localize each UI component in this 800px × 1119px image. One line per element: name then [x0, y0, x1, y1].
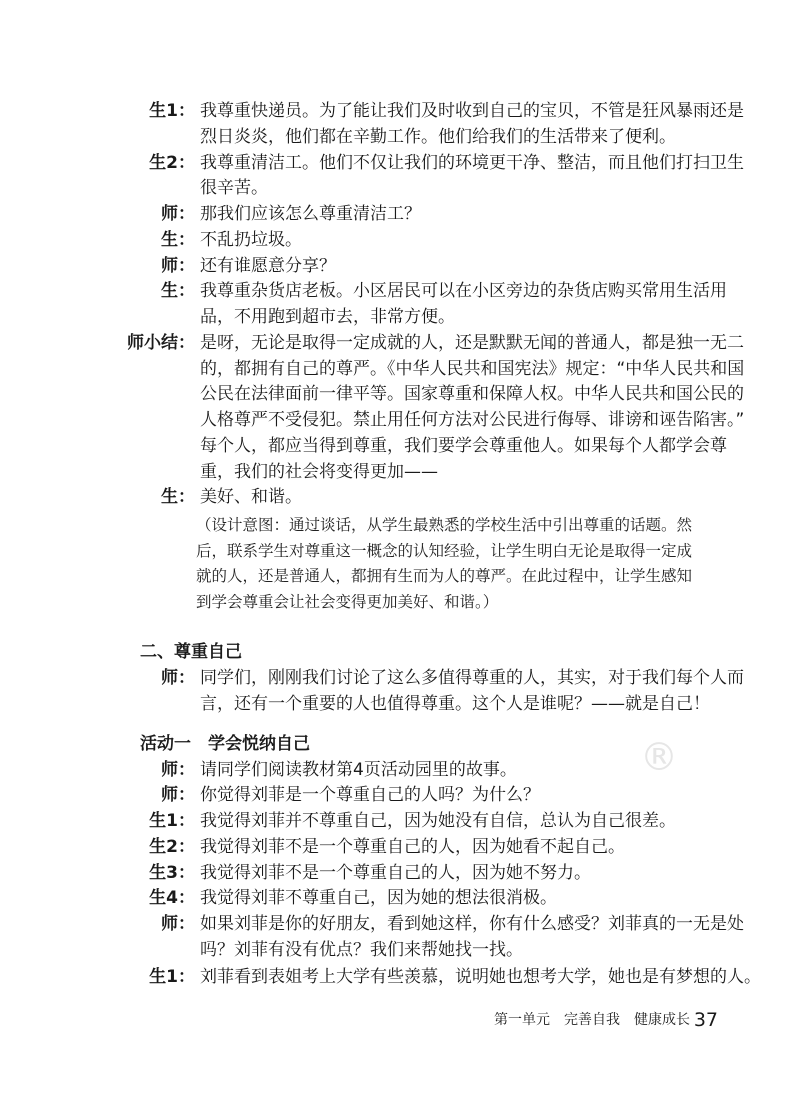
design-intent-line: 就的人，还是普通人，都拥有生而为人的尊严。在此过程中，让学生感知: [196, 567, 693, 585]
dialogue-text: 我尊重快递员。为了能让我们及时收到自己的宝贝，不管是狂风暴雨还是: [200, 101, 744, 121]
registered-watermark: ®: [640, 735, 678, 779]
speaker-label: 生3：: [149, 863, 195, 883]
dialogue-text: 我觉得刘菲不尊重自己，因为她的想法很消极。: [200, 888, 557, 908]
textbook-page: 生1： 我尊重快递员。为了能让我们及时收到自己的宝贝，不管是狂风暴雨还是 烈日炎炎，他们都在辛勤工作。他们给我们的生活带来了便利。 生2： 我尊重清洁工。他们不仅让我们的环境更干净、整洁，而且他们打扫卫生 很辛苦。 师： 那我们应该怎么尊重清洁工？ 生： 不乱扔垃圾。 师： 还有谁愿意分享？ 生： 我尊重杂货店老板。小区居民可以在小区旁边的杂货店购买常用生活用 品，不用跑到超市去，非常方便。 师小结： 是呀，无论是取得一定成就的人，还是默默无闻的普通人，都是独一无二 的，都拥有自己的尊严。《中华人民共和国宪法》规定：“中华人民共和国 公民在法律面前一律平等。国家尊重和保障人权。中华人民共和国公民的 人格尊严不受侵犯。禁止用任何方法对公民进行侮辱、诽谤和诬告陷害。” 每个人，都应当得到尊重，我们要学会尊重他人。如果每个人都学会尊 重，我们的社会将变得更加—— 生： 美好、和谐。 （设计意图：通过谈话，从学生最熟悉的学校生活中引出尊重的话题。然 后，联系学生对尊重这一概念的认知经验，让学生明白无论是取得一定成 就的人，还是普通人，都拥有生而为人的尊严。在此过程中，让学生感知 到学会尊重会让社会变得更加美好、和谐。） 二、尊重自己 师： 同学们，刚刚我们讨论了这么多值得尊重的人，其实，对于我们每个人而 言，还有一个重要的人也值得尊重。这个人是谁呢？——就是自己！ 活动一 学会悦纳自己 师： 请同学们阅读教材第4页活动园里的故事。 师： 你觉得刘菲是一个尊重自己的人吗？为什么？ 生1： 我觉得刘菲并不尊重自己，因为她没有自信，总认为自己很差。 生2： 我觉得刘菲不是一个尊重自己的人，因为她看不起自己。 生3： 我觉得刘菲不是一个尊重自己的人，因为她不努力。 生4： 我觉得刘菲不尊重自己，因为她的想法很消极。 师： 如果刘菲是你的好朋友，看到她这样，你有什么感受？刘菲真的一无是处 吗？刘菲有没有优点？我们来帮她找一找。 生1： 刘菲看到表姐考上大学有些羡慕，说明她也想考大学，她也是有梦想的人。 第一单元 完善自我 健康成长 37 ®: [0, 0, 800, 1119]
dialogue-text: 我觉得刘菲并不尊重自己，因为她没有自信，总认为自己很差。: [200, 811, 676, 831]
speaker-label: 师：: [161, 914, 195, 934]
dialogue-text: 我觉得刘菲不是一个尊重自己的人，因为她看不起自己。: [200, 837, 625, 857]
speaker-label: 师：: [161, 760, 195, 780]
speaker-label: 生2：: [149, 153, 195, 173]
unit-title: 第一单元 完善自我 健康成长: [494, 1012, 690, 1028]
page-footer: [0, 1005, 800, 1035]
dialogue-text: 同学们，刚刚我们讨论了这么多值得尊重的人，其实，对于我们每个人而: [200, 668, 744, 688]
design-intent-line: 到学会尊重会让社会变得更加美好、和谐。）: [196, 593, 499, 611]
speaker-label: 生1：: [149, 967, 195, 987]
speaker-label: 师：: [161, 668, 195, 688]
speaker-label: 生：: [161, 487, 195, 507]
speaker-label: 师：: [161, 204, 195, 224]
speaker-label: 生1：: [149, 101, 195, 121]
dialogue-text: 那我们应该怎么尊重清洁工？: [200, 204, 421, 224]
speaker-label: 师：: [161, 256, 195, 276]
speaker-label: 生：: [161, 230, 195, 250]
dialogue-text: 不乱扔垃圾。: [200, 230, 302, 250]
speaker-label: 生1：: [149, 811, 195, 831]
design-intent-line: 后，联系学生对尊重这一概念的认知经验，让学生明白无论是取得一定成: [196, 542, 693, 560]
activity-heading: 活动一 学会悦纳自己: [140, 734, 310, 754]
dialogue-text: 请同学们阅读教材第4页活动园里的故事。: [200, 760, 517, 780]
dialogue-text: 美好、和谐。: [200, 487, 302, 507]
speaker-label: 生4：: [149, 888, 195, 908]
section-heading: 二、尊重自己: [140, 642, 242, 662]
dialogue-text: 我尊重杂货店老板。小区居民可以在小区旁边的杂货店购买常用生活用: [200, 281, 727, 301]
speaker-label: 生2：: [149, 837, 195, 857]
speaker-label: 生：: [161, 281, 195, 301]
design-intent-line: （设计意图：通过谈话，从学生最熟悉的学校生活中引出尊重的话题。然: [196, 516, 693, 534]
dialogue-text: 还有谁愿意分享？: [200, 256, 336, 276]
speaker-label: 师小结：: [127, 333, 195, 353]
dialogue-text: 刘菲看到表姐考上大学有些羡慕，说明她也想考大学，她也是有梦想的人。: [200, 967, 761, 987]
dialogue-text: 我尊重清洁工。他们不仅让我们的环境更干净、整洁，而且他们打扫卫生: [200, 153, 744, 173]
dialogue-text: 你觉得刘菲是一个尊重自己的人吗？为什么？: [200, 785, 540, 805]
speaker-label: 师：: [161, 785, 195, 805]
dialogue-text: 我觉得刘菲不是一个尊重自己的人，因为她不努力。: [200, 863, 591, 883]
dialogue-text: 是呀，无论是取得一定成就的人，还是默默无闻的普通人，都是独一无二: [200, 333, 744, 353]
dialogue-text: 如果刘菲是你的好朋友，看到她这样，你有什么感受？刘菲真的一无是处: [200, 914, 744, 934]
page-number: 37: [693, 1009, 718, 1031]
